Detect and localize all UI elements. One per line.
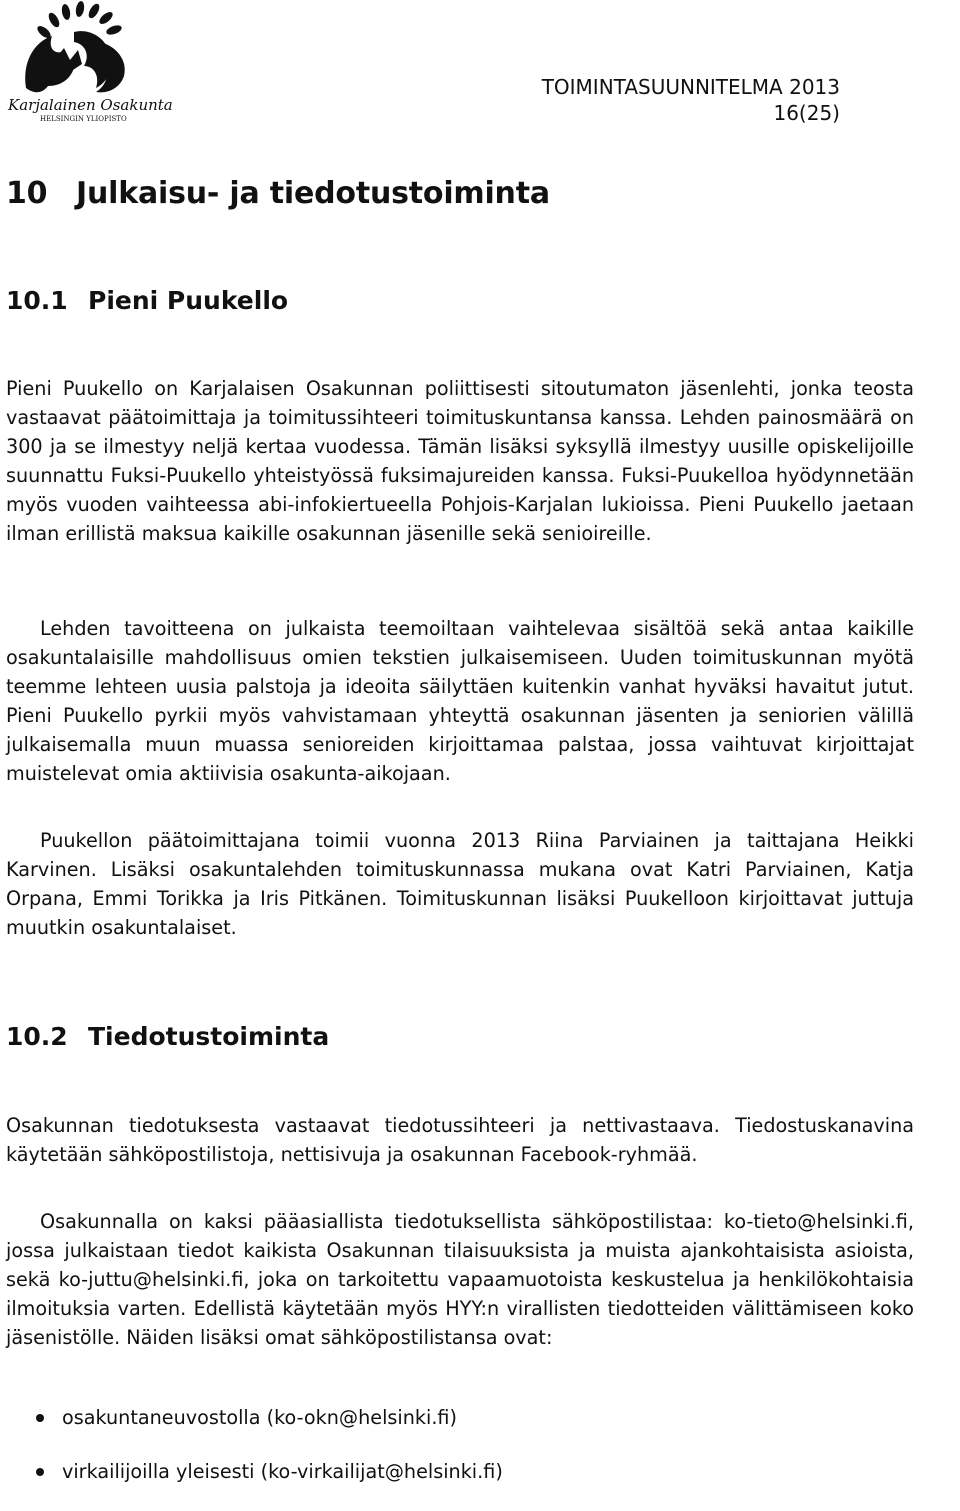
- page-header: [542, 74, 840, 126]
- list-item-text: virkailijoilla yleisesti (ko-virkailijat@helsinki.fi): [62, 1460, 503, 1483]
- paragraph: Osakunnalla on kaksi pääasiallista tiedotuksellista sähköpostilistaa: ko-tieto@helsinki.fi, jossa julkaistaan tiedot kaikista Osakunnan tilaisuuksista ja muista ajankohtaisista asioista, sekä ko-juttu@helsinki.fi, joka on tarkoitettu vapaamuotoista keskustelua ja henkilökohtaisia ilmoituksia varten. Edellistä käytetään myös HYY:n virallisten tiedotteiden välittämiseen koko jäsenistölle. Näiden lisäksi omat sähköpostilistansa ovat:: [6, 1210, 914, 1349]
- mailing-list-list: [6, 1403, 503, 1511]
- list-item-text: osakuntaneuvostolla (ko-okn@helsinki.fi): [62, 1406, 458, 1429]
- bullet-icon: [36, 1468, 44, 1476]
- logo-text-sub: HELSINGIN YLIOPISTO: [40, 115, 127, 123]
- logo: [4, 2, 173, 124]
- crest-figure-icon: [25, 31, 125, 92]
- bullet-icon: [36, 1414, 44, 1422]
- subsection-heading-tiedotustoiminta: [6, 1022, 329, 1051]
- subsection-number: 10.2: [6, 1022, 68, 1051]
- logo-text-main: Karjalainen Osakunta: [8, 96, 173, 114]
- page-number: 16(25): [773, 101, 840, 125]
- subsection-number: 10.1: [6, 286, 68, 315]
- list-item: [6, 1403, 503, 1432]
- list-item: [6, 1457, 503, 1486]
- document-title: TOIMINTASUUNNITELMA 2013: [541, 75, 840, 99]
- subsection-title: Tiedotustoiminta: [88, 1022, 330, 1051]
- subsection-heading-pieni-puukello: [6, 286, 288, 315]
- section-title: Julkaisu- ja tiedotustoiminta: [76, 176, 550, 211]
- paragraph: Lehden tavoitteena on julkaista teemoiltaan vaihtelevaa sisältöä sekä antaa kaikille osakuntalaisille mahdollisuus omien tekstien julkaisemiseen. Uuden toimituskunnan myötä teemme lehteen uusia palstoja ja ideoita säilyttäen kuitenkin vanhat hyväksi havaitut jutut. Pieni Puukello pyrkii myös vahvistamaan yhteyttä osakunnan jäsenten ja seniorien välillä julkaisemalla muun muassa senioreiden kirjoittamaa palstaa, jossa vaihtuvat kirjoittajat muistelevat omia aktiivisia osakunta-aikojaan.: [6, 617, 914, 785]
- section-heading: [6, 176, 550, 211]
- subsection-title: Pieni Puukello: [88, 286, 289, 315]
- paragraph: Pieni Puukello on Karjalaisen Osakunnan poliittisesti sitoutumaton jäsenlehti, jonka teosta vastaavat päätoimittaja ja toimitussihteeri toimituskuntansa kanssa. Lehden painosmäärä on 300 ja se ilmestyy neljä kertaa vuodessa. Tämän lisäksi syksyllä ilmestyy uusille opiskelijoille suunnattu Fuksi-Puukello yhteistyössä fuksimajureiden kanssa. Fuksi-Puukelloa hyödynnetään myös vuoden vaihteessa abi-infokiertueella Pohjois-Karjalan lukioissa. Pieni Puukello jaetaan ilman erillistä maksua kaikille osakunnan jäsenille sekä senioireille.: [6, 377, 914, 545]
- karjalainen-osakunta-logo: [4, 2, 173, 124]
- paragraph: Osakunnan tiedotuksesta vastaavat tiedotussihteeri ja nettivastaava. Tiedostuskanavina käytetään sähköpostilistoja, nettisivuja ja osakunnan Facebook-ryhmää.: [6, 1114, 914, 1166]
- section-number: 10: [6, 176, 48, 211]
- paragraph: Puukellon päätoimittajana toimii vuonna 2013 Riina Parviainen ja taittajana Heikki Karvinen. Lisäksi osakuntalehden toimituskunnassa mukana ovat Katri Parviainen, Katja Orpana, Emmi Torikka ja Iris Pitkänen. Toimituskunnan lisäksi Puukelloon kirjoittavat juttuja muutkin osakuntalaiset.: [6, 829, 914, 939]
